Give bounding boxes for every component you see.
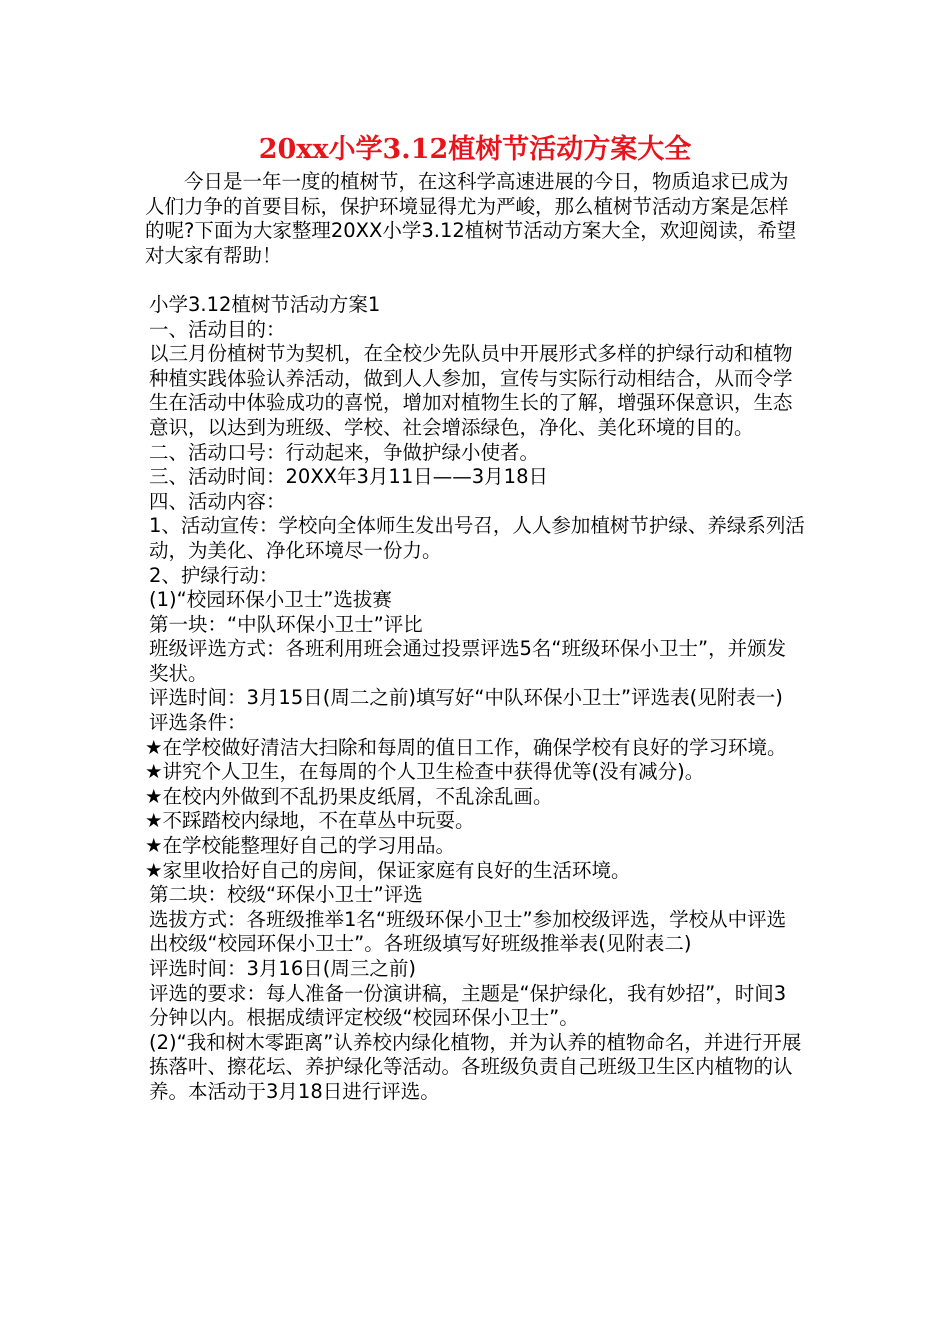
list-item: 评选的要求：每人准备一份演讲稿，主题是“保护绿化，我有妙招”，时间3分钟以内。根据成绩评定校级“校园环保小卫士”。 [149, 981, 787, 1030]
list-item: 2、护绿行动： [149, 563, 279, 587]
list-item: 1、活动宣传：学校向全体师生发出号召，人人参加植树节护绿、养绿系列活动，为美化、净化环境尽一份力。 [149, 514, 805, 562]
list-item: ★家里收拾好自己的房间，保证家庭有良好的生活环境。 [145, 858, 631, 882]
list-item: 评选条件： [149, 711, 247, 735]
list-item: ★在学校能整理好自己的学习用品。 [145, 834, 455, 858]
list-item: ★不踩踏校内绿地，不在草丛中玩耍。 [145, 809, 475, 833]
list-item: ★在校内外做到不乱扔果皮纸屑，不乱涂乱画。 [145, 784, 553, 808]
list-item: 三、活动时间：20XX年3月11日——3月18日 [149, 465, 548, 489]
list-item: ★讲究个人卫生，在每周的个人卫生检查中获得优等(没有减分)。 [145, 760, 705, 784]
list-item: 二、活动口号：行动起来，争做护绿小使者。 [149, 440, 540, 464]
list-item: (2)“我和树木零距离”认养校内绿化植物，并为认养的植物命名，并进行开展拣落叶、擦花坛、养护绿化等活动。各班级负责自己班级卫生区内植物的认养。本活动于3月18日进行评选。 [149, 1030, 802, 1103]
list-item: 第二块：校级“环保小卫士”评选 [149, 883, 423, 907]
list-item: 评选时间：3月15日(周二之前)填写好“中队环保小卫士”评选表(见附表一) [149, 686, 783, 710]
list-item: 评选时间：3月16日(周三之前) [149, 957, 416, 980]
list-item: 班级评选方式：各班利用班会通过投票评选5名“班级环保小卫士”，并颁发奖状。 [149, 637, 787, 685]
intro-paragraph: 今日是一年一度的植树节，在这科学高速进展的今日，物质追求已成为人们力争的首要目标，保护环境显得尤为严峻，那么植树节活动方案是怎样的呢?下面为大家整理20XX小学3.12植树节活动方案大全，欢迎阅读，希望对大家有帮助！ [145, 170, 797, 267]
list-item: 第一块：“中队环保小卫士”评比 [149, 612, 423, 636]
list-item: 四、活动内容： [149, 489, 286, 513]
list-item: 以三月份植树节为契机，在全校少先队员中开展形式多样的护绿行动和植物种植实践体验认养活动，做到人人参加，宣传与实际行动相结合，从而令学生在活动中体验成功的喜悦，增加对植物生长的了解，增强环保意识，生态意识，以达到为班级、学校、社会增添绿色，净化、美化环境的目的。 [149, 342, 793, 439]
list-item: 选拔方式：各班级推举1名“班级环保小卫士”参加校级评选，学校从中评选出校级“校园环保小卫士”。各班级填写好班级推举表(见附表二) [149, 907, 787, 956]
section-heading: 小学3.12植树节活动方案1 [149, 292, 381, 316]
list-item: ★在学校做好清洁大扫除和每周的值日工作，确保学校有良好的学习环境。 [145, 735, 787, 759]
list-item: (1)“校园环保小卫士”选拔赛 [149, 588, 392, 612]
list-item: 一、活动目的： [149, 317, 286, 341]
document-body [145, 170, 805, 1105]
paragraph-spacer [145, 268, 805, 293]
document-title: 20xx小学3.12植树节活动方案大全 [258, 134, 692, 165]
